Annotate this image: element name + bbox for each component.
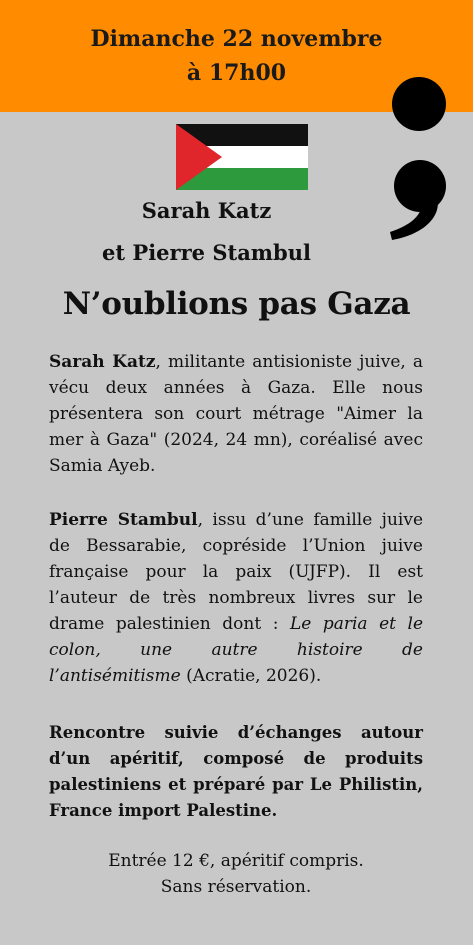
event-date: Dimanche 22 novembre: [90, 26, 383, 52]
event-time: à 17h00: [186, 60, 287, 86]
speaker-bio-katz: [49, 349, 423, 479]
event-description: Rencontre suivie d’échanges autour d’un apéritif, composé de produits palestiniens et préparé par Le Philistin, France import Palestine.: [49, 723, 423, 820]
speaker-bio-stambul: [49, 507, 423, 689]
bio-name: Sarah Katz: [49, 352, 156, 372]
book-title: Le paria et le colon, une autre histoire de l’antisémitisme: [49, 614, 424, 686]
event-title: N’oublions pas Gaza: [62, 286, 411, 322]
bio-text: , issu d’une famille juive de Bessarabie, copréside l’Union juive française pour la paix (UJFP). Il est l’auteur de très nombreux livres sur le drame palestinien dont :: [49, 510, 424, 634]
palestine-flag-icon: [176, 124, 308, 190]
bio-name: Pierre Stambul: [49, 510, 198, 530]
speaker-name-2: et Pierre Stambul: [102, 240, 311, 265]
book-info: (Acratie, 2026).: [180, 666, 322, 686]
bio-text: , militante antisioniste juive, a vécu deux années à Gaza. Elle nous présentera son court métrage "Aimer la mer à Gaza" (2024, 24 mn), coréalisé avec Samia Ayeb.: [49, 352, 423, 476]
entry-reservation: Sans réservation.: [160, 877, 312, 897]
speaker-name-1: Sarah Katz: [141, 198, 272, 223]
entry-info: [49, 848, 423, 900]
entry-price: Entrée 12 €, apéritif compris.: [108, 851, 364, 871]
